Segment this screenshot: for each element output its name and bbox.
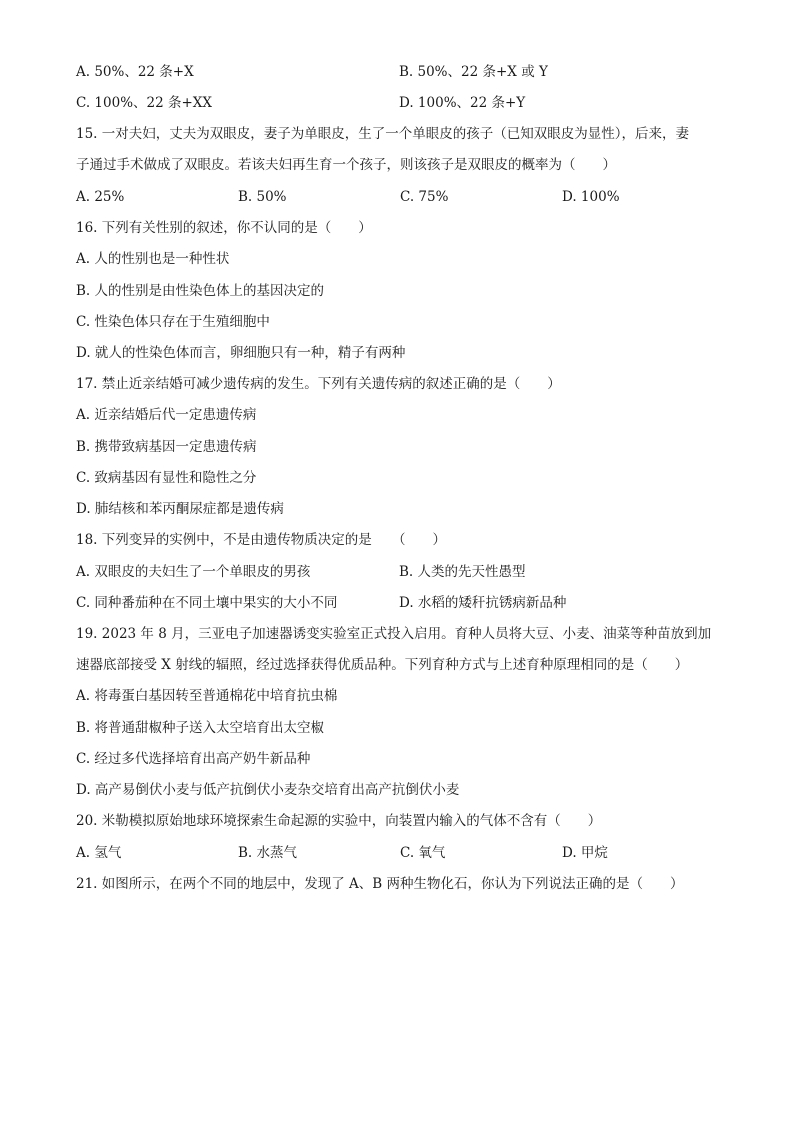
q18-option-b: B. 人类的先天性愚型 [399,564,526,580]
q21-stem: 21. 如图所示，在两个不同的地层中，发现了 A、B 两种生物化石，你认为下列说法正确的是（ ） [76,876,684,892]
q16-option-a: A. 人的性别也是一种性状 [76,251,230,267]
q18-option-d: D. 水稻的矮秆抗锈病新品种 [399,595,567,611]
q20-stem: 20. 米勒模拟原始地球环境探索生命起源的实验中，向装置内输入的气体不含有（ ） [76,813,602,829]
q19-option-b: B. 将普通甜椒种子送入太空培育出太空椒 [76,720,325,736]
q20-option-a: A. 氢气 [76,845,122,861]
q20-option-c: C. 氧气 [400,845,446,861]
q19-option-a: A. 将毒蛋白基因转至普通棉花中培育抗虫棉 [76,688,338,704]
q20-option-d: D. 甲烷 [562,845,608,861]
q16-option-d: D. 就人的性染色体而言，卵细胞只有一种，精子有两种 [76,345,406,361]
q17-option-c: C. 致病基因有显性和隐性之分 [76,470,257,486]
q19-stem-line-1: 19. 2023 年 8 月，三亚电子加速器诱变实验室正式投入启用。育种人员将大豆、小麦、油菜等种苗放到加 [76,626,712,642]
q15-option-b: B. 50% [238,189,287,205]
q14-option-a: A. 50%、22 条+X [76,64,194,80]
q15-stem-line-2: 子通过手术做成了双眼皮。若该夫妇再生育一个孩子，则该孩子是双眼皮的概率为（ ） [76,157,616,173]
q19-option-c: C. 经过多代选择培育出高产奶牛新品种 [76,751,311,767]
q19-stem-line-2: 速器底部接受 X 射线的辐照，经过选择获得优质品种。下列育种方式与上述育种原理相同的是（ ） [76,657,689,673]
q17-stem: 17. 禁止近亲结婚可减少遗传病的发生。下列有关遗传病的叙述正确的是（ ） [76,376,561,392]
q14-option-d: D. 100%、22 条+Y [399,95,526,111]
q17-option-a: A. 近亲结婚后代一定患遗传病 [76,407,257,423]
q16-stem: 16. 下列有关性别的叙述，你不认同的是（ ） [76,220,372,236]
q14-option-b: B. 50%、22 条+X 或 Y [399,64,548,80]
q15-option-a: A. 25% [76,189,125,205]
q18-option-a: A. 双眼皮的夫妇生了一个单眼皮的男孩 [76,564,311,580]
q16-option-c: C. 性染色体只存在于生殖细胞中 [76,314,270,330]
q15-option-d: D. 100% [562,189,620,205]
q16-option-b: B. 人的性别是由性染色体上的基因决定的 [76,283,325,299]
q19-option-d: D. 高产易倒伏小麦与低产抗倒伏小麦杂交培育出高产抗倒伏小麦 [76,782,460,798]
q15-option-c: C. 75% [400,189,449,205]
q18-stem: 18. 下列变异的实例中，不是由遗传物质决定的是 （ ） [76,532,447,548]
q18-option-c: C. 同种番茄种在不同土壤中果实的大小不同 [76,595,338,611]
q20-option-b: B. 水蒸气 [238,845,298,861]
q14-option-c: C. 100%、22 条+XX [76,95,213,111]
q15-stem-line-1: 15. 一对夫妇，丈夫为双眼皮，妻子为单眼皮，生了一个单眼皮的孩子（已知双眼皮为显性），后来，妻 [76,126,690,142]
q17-option-d: D. 肺结核和苯丙酮尿症都是遗传病 [76,501,284,517]
q17-option-b: B. 携带致病基因一定患遗传病 [76,439,257,455]
